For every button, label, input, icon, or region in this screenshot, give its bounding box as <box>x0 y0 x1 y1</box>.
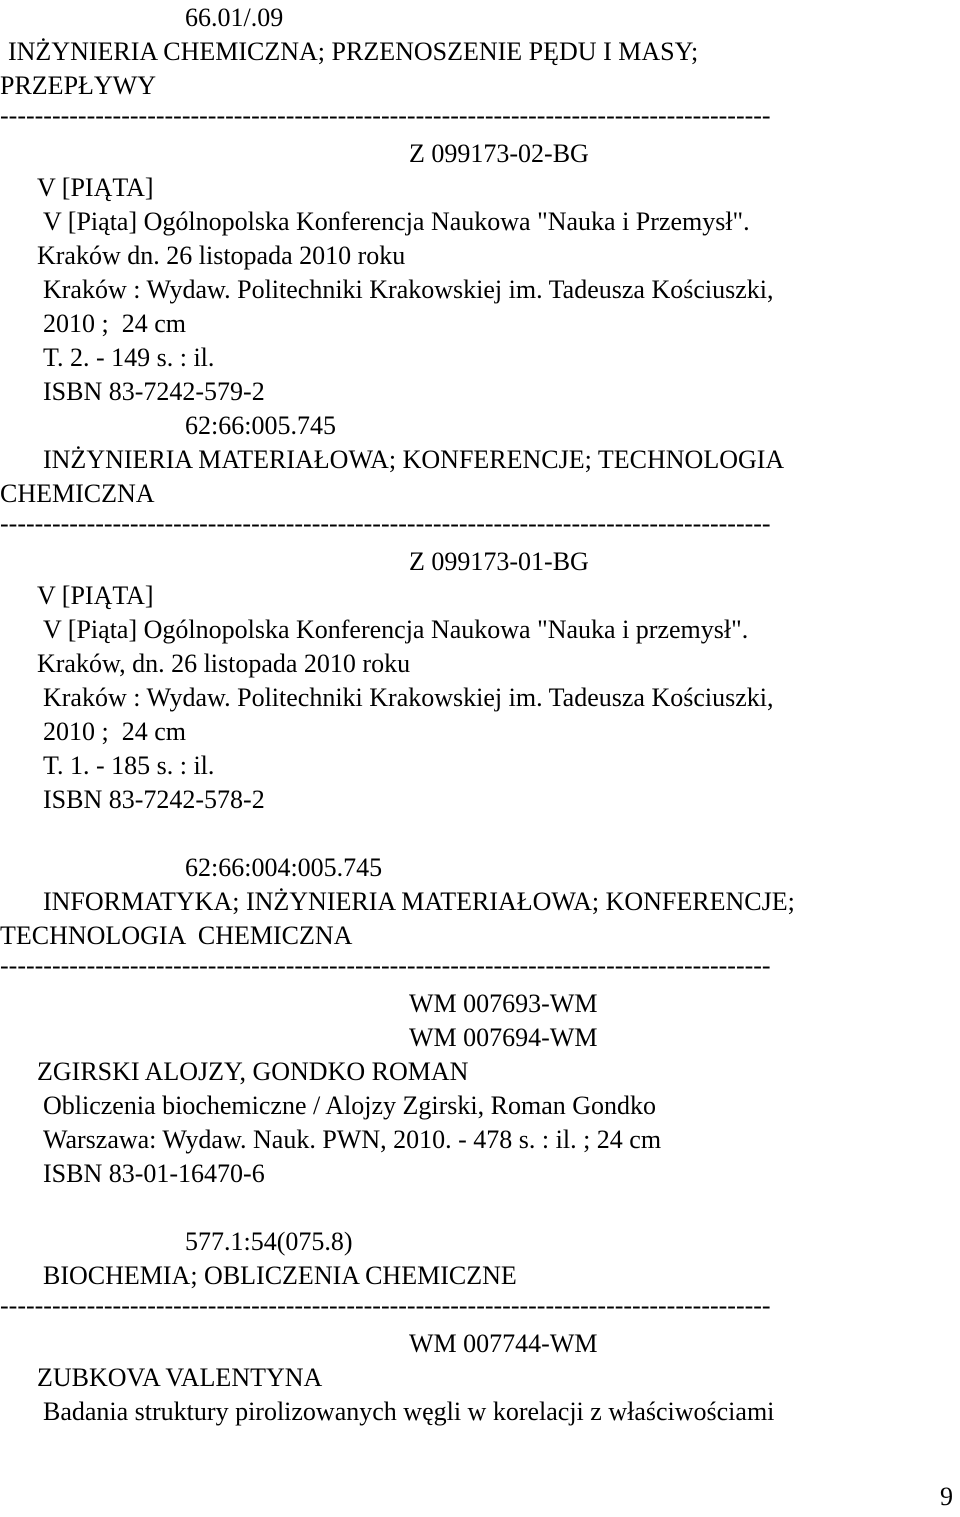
imprint: Warszawa: Wydaw. Nauk. PWN, 2010. - 478 s. : il. ; 24 cm <box>43 1125 662 1154</box>
classification-number: 62:66:005.745 <box>185 411 336 440</box>
subject-headings-continued: PRZEPŁYWY <box>0 71 156 100</box>
place-date: Kraków, dn. 26 listopada 2010 roku <box>37 649 411 678</box>
shelf-signature: Z 099173-02-BG <box>409 139 589 168</box>
shelf-signature: WM 007744-WM <box>409 1329 598 1358</box>
separator-line: ----------------------------------------------------------------------------------------- <box>0 1293 771 1319</box>
isbn: ISBN 83-01-16470-6 <box>43 1159 265 1188</box>
extent: T. 2. - 149 s. : il. <box>43 343 215 372</box>
entry-title: V [Piąta] Ogólnopolska Konferencja Naukowa "Nauka i przemysł". <box>43 615 749 644</box>
publisher: Kraków : Wydaw. Politechniki Krakowskiej im. Tadeusza Kościuszki, <box>43 275 774 304</box>
entry-title: Badania struktury pirolizowanych węgli w korelacji z właściwościami <box>43 1397 775 1426</box>
authors: ZGIRSKI ALOJZY, GONDKO ROMAN <box>37 1057 469 1086</box>
separator-line: ----------------------------------------------------------------------------------------- <box>0 511 771 537</box>
entry-title: Obliczenia biochemiczne / Alojzy Zgirski, Roman Gondko <box>43 1091 657 1120</box>
isbn: ISBN 83-7242-578-2 <box>43 785 265 814</box>
year-size: 2010 ; 24 cm <box>43 309 186 338</box>
page-number: 9 <box>940 1482 953 1511</box>
entry-heading: V [PIĄTA] <box>37 581 154 610</box>
subject-headings: BIOCHEMIA; OBLICZENIA CHEMICZNE <box>43 1261 517 1290</box>
subject-headings-continued: CHEMICZNA <box>0 479 155 508</box>
subject-headings-continued: TECHNOLOGIA CHEMICZNA <box>0 921 353 950</box>
authors: ZUBKOVA VALENTYNA <box>37 1363 323 1392</box>
separator-line: ----------------------------------------------------------------------------------------- <box>0 953 771 979</box>
shelf-signature-second: WM 007694-WM <box>409 1023 598 1052</box>
classification-number: 62:66:004:005.745 <box>185 853 383 882</box>
year-size: 2010 ; 24 cm <box>43 717 186 746</box>
shelf-signature: Z 099173-01-BG <box>409 547 589 576</box>
publisher: Kraków : Wydaw. Politechniki Krakowskiej im. Tadeusza Kościuszki, <box>43 683 774 712</box>
subject-headings: INFORMATYKA; INŻYNIERIA MATERIAŁOWA; KONFERENCJE; <box>43 887 795 916</box>
place-date: Kraków dn. 26 listopada 2010 roku <box>37 241 406 270</box>
shelf-signature: WM 007693-WM <box>409 989 598 1018</box>
entry-title: V [Piąta] Ogólnopolska Konferencja Naukowa "Nauka i Przemysł". <box>43 207 750 236</box>
isbn: ISBN 83-7242-579-2 <box>43 377 265 406</box>
entry-heading: V [PIĄTA] <box>37 173 154 202</box>
classification-number: 66.01/.09 <box>185 3 284 32</box>
extent: T. 1. - 185 s. : il. <box>43 751 215 780</box>
separator-line: ----------------------------------------------------------------------------------------- <box>0 103 771 129</box>
classification-number: 577.1:54(075.8) <box>185 1227 353 1256</box>
subject-headings: INŻYNIERIA CHEMICZNA; PRZENOSZENIE PĘDU I MASY; <box>8 37 699 66</box>
subject-headings: INŻYNIERIA MATERIAŁOWA; KONFERENCJE; TECHNOLOGIA <box>43 445 785 474</box>
